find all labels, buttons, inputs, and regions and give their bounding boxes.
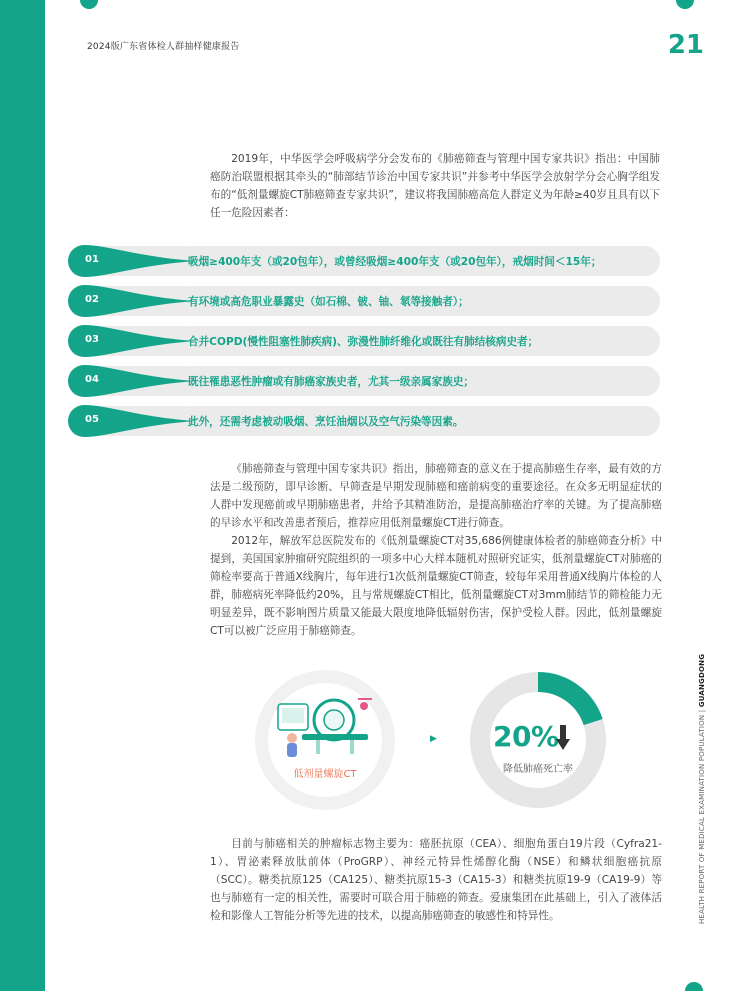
top-decor-dot-left [80,0,98,9]
body-section-2 [210,835,662,925]
intro-paragraph [210,150,660,222]
arrow-down-icon [556,725,570,751]
body-paragraph-2: 2012年，解放军总医院发布的《低剂量螺旋CT对35,686例健康体检者的肺癌筛查分析》中提到，美国国家肿瘤研究院组织的一项多中心大样本随机对照研究证实，低剂量螺旋CT对肺癌的筛检率要高于普通X线胸片，每年进行1次低剂量螺旋CT筛查，较每年采用普通X线胸片体检的人群，肺癌病死率降低约20%，且与常规螺旋CT相比，低剂量螺旋CT对3mm肺结节的筛检能力无明显差异，既不影响图片质量又能最大限度地降低辐射伤害，保护受检人群。因此，低剂量螺旋CT可以被广泛应用于肺癌筛查。 [210,535,662,637]
ct-label: 低剂量螺旋CT [293,769,357,780]
stat-value: 20% [493,720,559,753]
page-number: 21 [667,30,704,60]
donut-value-arc [538,682,593,722]
risk-text: 合并COPD(慢性阻塞性肺疾病)、弥漫性肺纤维化或既往有肺结核病史者； [188,336,539,348]
stat-label: 降低肺癌死亡率 [503,764,573,775]
play-arrow-icon: ▶ [430,734,437,744]
risk-item [68,405,660,437]
body-paragraph-1: 《肺癌筛查与管理中国专家共识》指出，肺癌筛查的意义在于提高肺癌生存率，最有效的方法是二级预防，即早诊断、早筛查是早期发现肺癌和癌前病变的重要途径。在众多无明显症状的人群中发现癌前或早期肺癌患者，并给予其精准防治，是提高肺癌治疗率的关键。为了提高肺癌的早诊水平和改善患者预后，推荐应用低剂量螺旋CT进行筛查。 [210,463,662,529]
side-footer-region: GUANGDONG [698,653,706,708]
risk-text: 吸烟≥400年支（或20包年），或曾经吸烟≥400年支（或20包年），戒烟时间＜15年； [188,256,602,268]
risk-factor-list [68,245,660,445]
report-title: 2024版广东省体检人群抽样健康报告 [87,42,240,52]
risk-item [68,325,660,357]
risk-number: 03 [85,334,99,345]
side-footer [684,653,706,924]
intro-text: 2019年，中华医学会呼吸病学分会发布的《肺癌筛查与管理中国专家共识》指出：中国肺癌防治联盟根据其牵头的“肺部结节诊治中国专家共识”并参考中华医学会放射学分会心胸学组发布的“低剂量螺旋CT肺癌筛查专家共识”，建议将我国肺癌高危人群定义为年龄≥40岁且具有以下任一危险因素者： [210,153,660,219]
body-paragraph-3: 目前与肺癌相关的肿瘤标志物主要为：癌胚抗原（CEA）、细胞角蛋白19片段（Cyfra21-1）、胃泌素释放肽前体（ProGRP）、神经元特异性烯醇化酶（NSE）和鳞状细胞癌抗原（SCC）。糖类抗原125（CA125）、糖类抗原15-3（CA15-3）和糖类抗原19-9（CA19-9）等也与肺癌有一定的相关性，需要时可联合用于肺癌的筛查。爱康集团在此基础上，引入了液体活检和影像人工智能分析等先进的技术，以提高肺癌筛查的敏感性和特异性。 [210,838,662,922]
risk-item [68,245,660,277]
left-accent-bar [0,0,45,991]
bottom-decor-dot [685,982,703,991]
ct-scanner-illustration [272,690,378,762]
risk-item [68,285,660,317]
risk-item [68,365,660,397]
risk-text: 此外，还需考虑被动吸烟、烹饪油烟以及空气污染等因素。 [188,416,464,428]
risk-number: 05 [85,414,99,425]
risk-number: 04 [85,374,99,385]
side-footer-text: HEALTH REPORT OF MEDICAL EXAMINATION POPULATION [698,714,706,924]
body-section [210,460,662,640]
top-decor-dot-right [676,0,694,9]
risk-number: 02 [85,294,99,305]
side-footer-separator: | [698,709,706,713]
risk-text: 既往罹患恶性肿瘤或有肺癌家族史者，尤其一级亲属家族史； [188,376,475,388]
risk-text: 有环境或高危职业暴露史（如石棉、铍、铀、氡等接触者）； [188,296,469,308]
risk-number: 01 [85,254,99,265]
